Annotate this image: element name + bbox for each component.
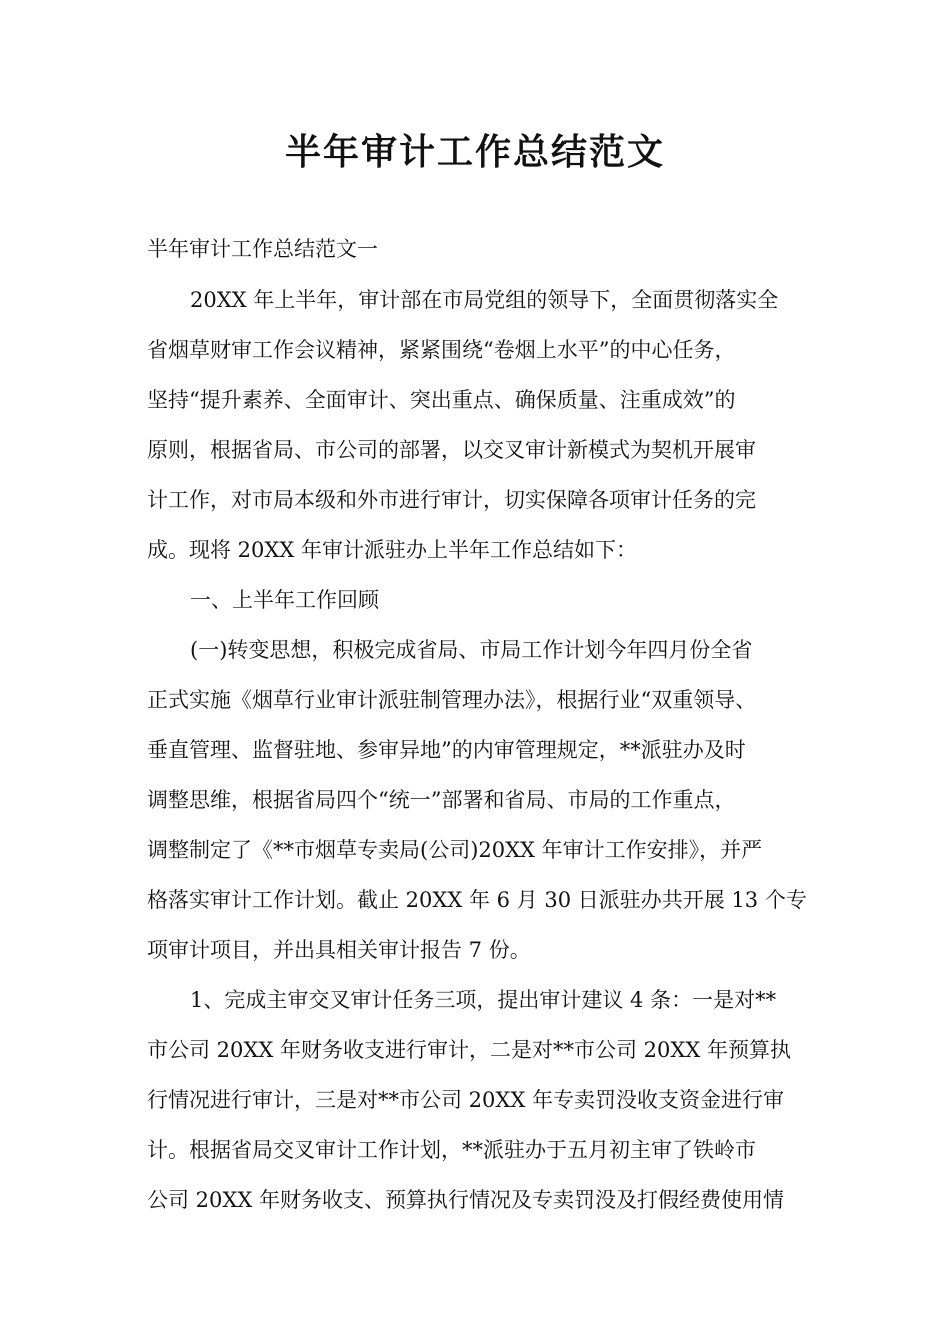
paragraph-line: 省烟草财审工作会议精神，紧紧围绕“卷烟上水平”的中心任务， [147, 338, 736, 362]
heading-line: 一、上半年工作回顾 [190, 588, 379, 612]
paragraph-line: 原则，根据省局、市公司的部署，以交叉审计新模式为契机开展审 [147, 438, 756, 462]
paragraph-line: 垂直管理、监督驻地、参审异地”的内审管理规定，**派驻办及时 [147, 738, 746, 762]
paragraph-line: 行情况进行审计，三是对**市公司 20XX 年专卖罚没收支资金进行审 [147, 1088, 784, 1112]
paragraph-line: 项审计项目，并出具相关审计报告 7 份。 [147, 938, 531, 962]
paragraph-line: 坚持“提升素养、全面审计、突出重点、确保质量、注重成效”的 [147, 388, 736, 412]
paragraph-line: 1、完成主审交叉审计任务三项，提出审计建议 4 条：一是对** [190, 988, 777, 1012]
paragraph-line: 市公司 20XX 年财务收支进行审计，二是对**市公司 20XX 年预算执 [147, 1038, 791, 1062]
paragraph-line: 正式实施《烟草行业审计派驻制管理办法》，根据行业“双重领导、 [147, 688, 757, 712]
paragraph-line: 计工作，对市局本级和外市进行审计，切实保障各项审计任务的完 [147, 488, 756, 512]
paragraph-line: 公司 20XX 年财务收支、预算执行情况及专卖罚没及打假经费使用情 [147, 1188, 784, 1212]
document-title: 半年审计工作总结范文 [284, 131, 665, 173]
paragraph-line: 20XX 年上半年，审计部在市局党组的领导下，全面贯彻落实全 [190, 288, 779, 312]
paragraph-line: 格落实审计工作计划。截止 20XX 年 6 月 30 日派驻办共开展 13 个专 [147, 888, 807, 912]
paragraph-line: 计。根据省局交叉审计工作计划，**派驻办于五月初主审了铁岭市 [147, 1138, 756, 1162]
paragraph-line: 调整思维，根据省局四个“统一”部署和省局、市局的工作重点， [147, 788, 736, 812]
paragraph-line: 成。现将 20XX 年审计派驻办上半年工作总结如下： [147, 538, 637, 562]
paragraph-line: 调整制定了《**市烟草专卖局(公司)20XX 年审计工作安排》，并严 [147, 838, 763, 862]
section-heading: 半年审计工作总结范文一 [147, 237, 378, 261]
paragraph-line: (一)转变思想，积极完成省局、市局工作计划今年四月份全省 [190, 638, 753, 662]
